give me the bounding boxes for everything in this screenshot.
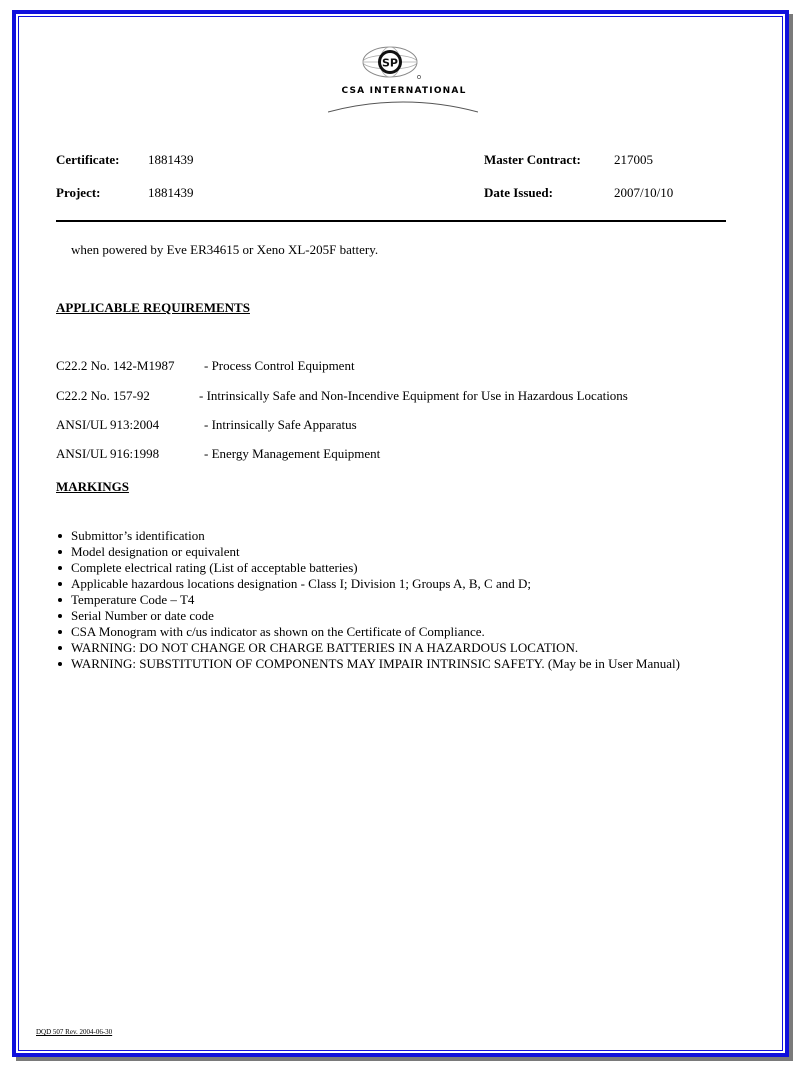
master-contract-value: 217005 xyxy=(614,152,653,167)
requirement-standard: ANSI/UL 916:1998 xyxy=(56,446,160,461)
intro-text: when powered by Eve ER34615 or Xeno XL-205F battery. xyxy=(71,242,379,257)
bullet-icon xyxy=(58,598,62,602)
markings-heading: MARKINGS xyxy=(56,479,129,494)
marking-text: WARNING: SUBSTITUTION OF COMPONENTS MAY IMPAIR INTRINSIC SAFETY. (May be in User Manual) xyxy=(71,656,680,671)
markings-list xyxy=(56,528,716,672)
requirement-title: - Process Control Equipment xyxy=(204,358,355,373)
requirement-standard: ANSI/UL 913:2004 xyxy=(56,417,160,432)
marking-text: CSA Monogram with c/us indicator as shown on the Certificate of Compliance. xyxy=(71,624,485,639)
marking-text: Complete electrical rating (List of acceptable batteries) xyxy=(71,560,358,575)
requirement-title: - Intrinsically Safe Apparatus xyxy=(204,417,357,432)
requirement-title: - Energy Management Equipment xyxy=(204,446,381,461)
certificate-value: 1881439 xyxy=(148,152,194,167)
list-item xyxy=(56,544,716,560)
header-divider xyxy=(56,220,726,222)
bullet-icon xyxy=(58,566,62,570)
requirement-standard: C22.2 No. 142-M1987 xyxy=(56,358,175,373)
bullet-icon xyxy=(58,614,62,618)
list-item xyxy=(56,608,716,624)
date-issued-value: 2007/10/10 xyxy=(614,185,674,200)
csa-mark-letters: SP xyxy=(382,56,398,70)
list-item xyxy=(56,656,716,672)
bullet-icon xyxy=(58,646,62,650)
list-item xyxy=(56,560,716,576)
marking-text: Submittor’s identification xyxy=(71,528,205,543)
requirement-title: - Intrinsically Safe and Non-Incendive Equipment for Use in Hazardous Locations xyxy=(199,388,628,403)
form-code: DQD 507 Rev. 2004-06-30 xyxy=(36,1028,113,1036)
bullet-icon xyxy=(58,630,62,634)
list-item xyxy=(56,528,716,544)
list-item xyxy=(56,592,716,608)
csa-brand-text: CSA INTERNATIONAL xyxy=(341,86,467,96)
list-item xyxy=(56,624,716,640)
marking-text: Applicable hazardous locations designation - Class I; Division 1; Groups A, B, C and D; xyxy=(71,576,531,591)
marking-text: WARNING: DO NOT CHANGE OR CHARGE BATTERIES IN A HAZARDOUS LOCATION. xyxy=(71,640,579,655)
project-label: Project: xyxy=(56,185,101,200)
bullet-icon xyxy=(58,582,62,586)
list-item xyxy=(56,640,716,656)
date-issued-label: Date Issued: xyxy=(484,185,553,200)
requirement-standard: C22.2 No. 157-92 xyxy=(56,388,150,403)
marking-text: Temperature Code – T4 xyxy=(71,592,195,607)
applicable-requirements-heading: APPLICABLE REQUIREMENTS xyxy=(56,300,250,315)
bullet-icon xyxy=(58,550,62,554)
bullet-icon xyxy=(58,534,62,538)
certificate-label: Certificate: xyxy=(56,152,120,167)
marking-text: Model designation or equivalent xyxy=(71,544,240,559)
master-contract-label: Master Contract: xyxy=(484,152,581,167)
project-value: 1881439 xyxy=(148,185,194,200)
bullet-icon xyxy=(58,662,62,666)
csa-logo xyxy=(328,42,478,116)
marking-text: Serial Number or date code xyxy=(71,608,214,623)
list-item xyxy=(56,576,716,592)
